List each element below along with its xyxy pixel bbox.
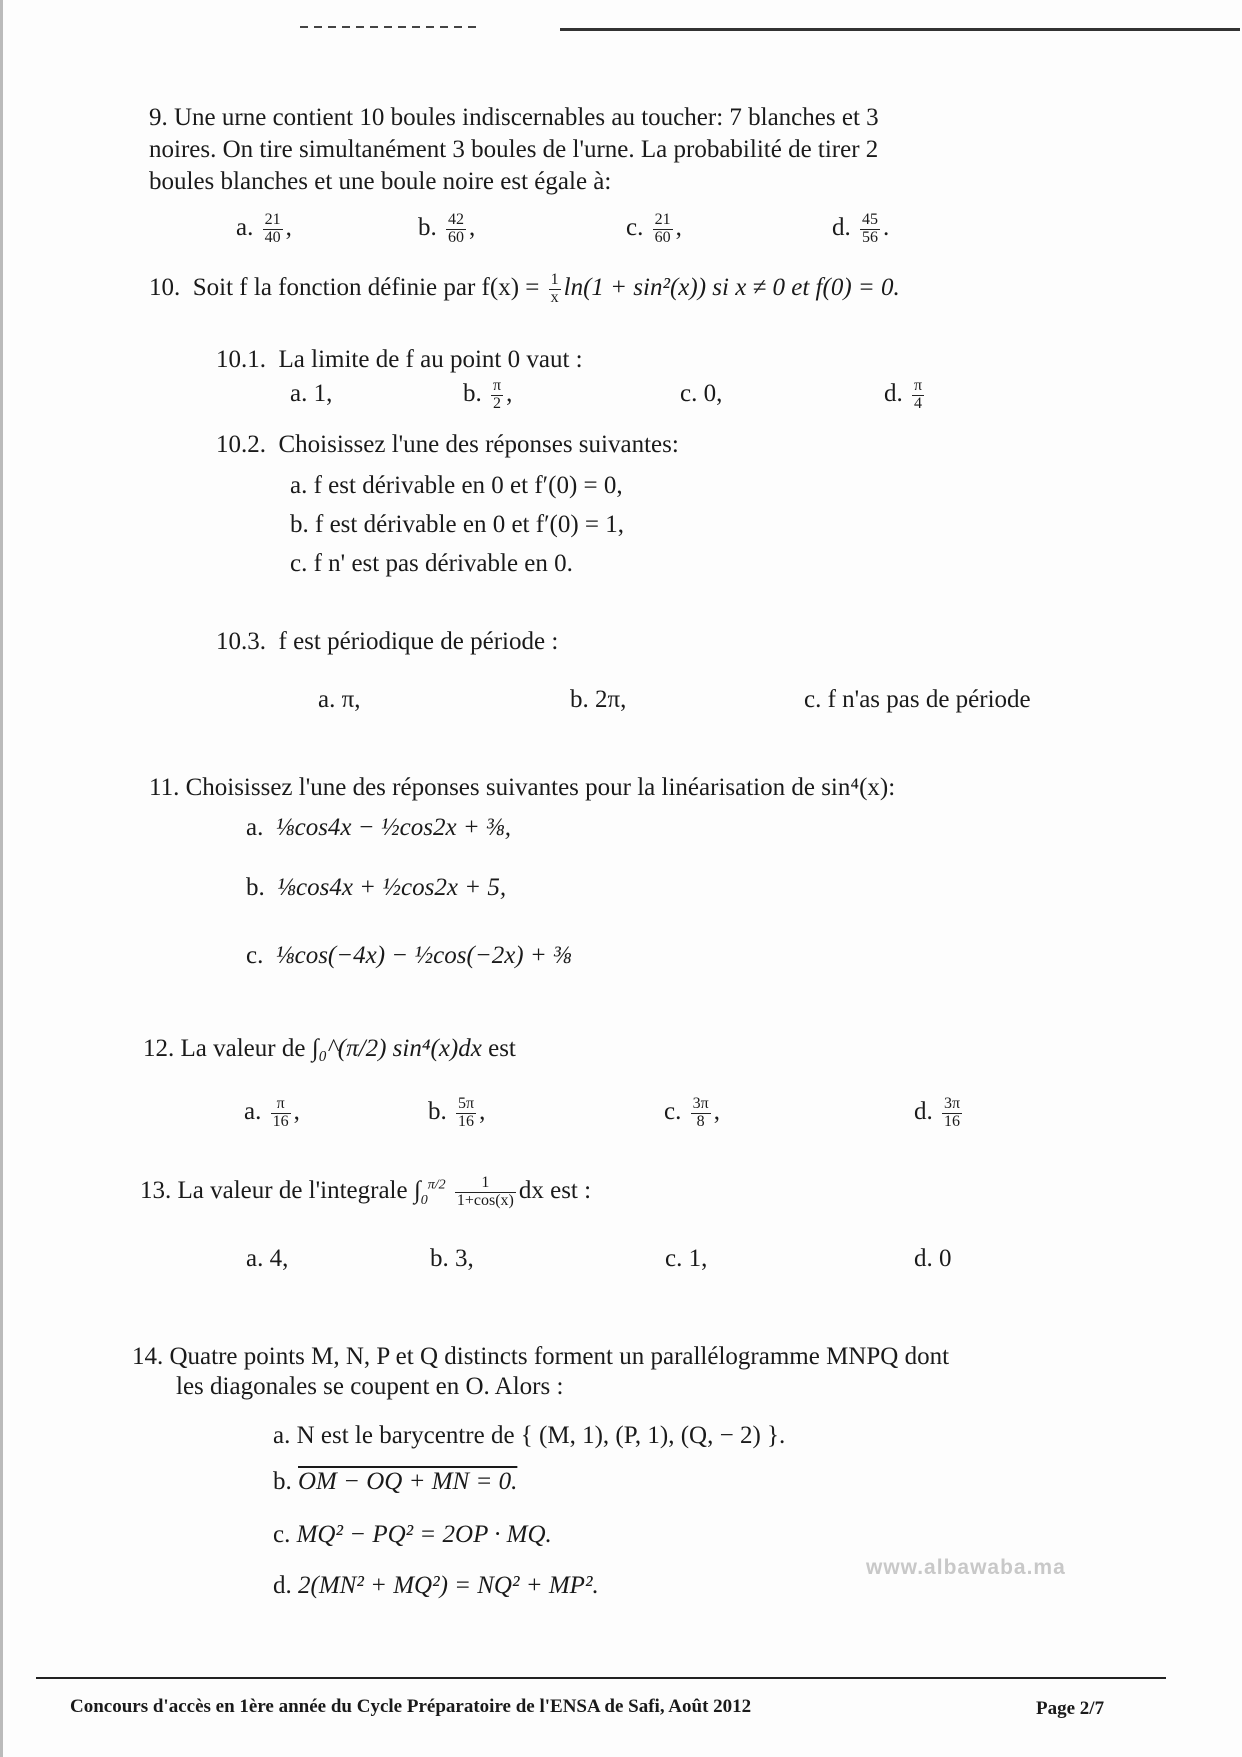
q12-option-a: a. $\frac{\pi}{16}$ , bbox=[244, 1095, 300, 1130]
q9-line2: noires. On tire simultanément 3 boules de l'urne. La probabilité de tirer 2 bbox=[149, 136, 879, 163]
q14-option-b: b. OM − OQ + MN = 0. bbox=[273, 1468, 518, 1495]
q9-option-c: c. $\frac{21}{60}$ , bbox=[626, 211, 682, 246]
q11-option-b: b. ⅛cos4x + ½cos2x + 5, bbox=[246, 874, 507, 901]
q13-text: 13. La valeur de l'integrale $\int_0^{\pi/2}$ $\frac{1}{1+\cos(x)}$ dx est : bbox=[140, 1174, 592, 1209]
q12-option-b: b. $\frac{5\pi}{16}$ , bbox=[428, 1095, 486, 1130]
q10-1-option-b: b. $\frac{\pi}{2}$ , bbox=[463, 377, 513, 412]
q10-1-text: 10.1. La limite de f au point 0 vaut : bbox=[216, 346, 583, 373]
q13-option-b: b. 3, bbox=[430, 1245, 474, 1272]
q10-1-option-d: d. $\frac{\pi}{4}$ bbox=[884, 377, 923, 412]
q9-option-a: a. $\frac{21}{40}$ , bbox=[236, 211, 292, 246]
q14-option-d: d. 2(MN² + MQ²) = NQ² + MP². bbox=[273, 1572, 599, 1599]
q10-1-option-a: a. 1, bbox=[290, 380, 333, 407]
q10-2-option-c: c. f n' est pas dérivable en 0. bbox=[290, 550, 573, 577]
q9-line3: boules blanches et une boule noire est égale à: bbox=[149, 168, 612, 195]
q9-option-d: d. $\frac{45}{56}$ . bbox=[832, 211, 890, 246]
q14-option-a: a. N est le barycentre de { (M, 1), (P, 1), (Q, − 2) }. bbox=[273, 1422, 786, 1449]
question-number: 9. bbox=[149, 104, 168, 131]
page-number: Page 2/7 bbox=[1036, 1698, 1105, 1719]
q10-3-option-a: a. π, bbox=[318, 686, 361, 713]
q14-line2: les diagonales se coupent en O. Alors : bbox=[176, 1373, 564, 1400]
scan-artifact-line bbox=[560, 28, 1240, 31]
watermark: www.albawaba.ma bbox=[866, 1556, 1066, 1579]
q11-option-a: a. ⅛cos4x − ½cos2x + ⅜, bbox=[246, 814, 511, 841]
q13-option-d: d. 0 bbox=[914, 1245, 952, 1272]
footer-text: Concours d'accès en 1ère année du Cycle Préparatoire de l'ENSA de Safi, Août 2012 bbox=[70, 1696, 752, 1717]
q10-3-text: 10.3. f est périodique de période : bbox=[216, 628, 559, 655]
q14-option-c: c. MQ² − PQ² = 2OP · MQ. bbox=[273, 1521, 552, 1548]
q13-option-c: c. 1, bbox=[665, 1245, 708, 1272]
q10-3-option-c: c. f n'as pas de période bbox=[804, 686, 1031, 713]
q12-option-d: d. $\frac{3\pi}{16}$ bbox=[914, 1095, 961, 1130]
q11-option-c: c. ⅛cos(−4x) − ½cos(−2x) + ⅜ bbox=[246, 942, 572, 969]
q12-option-c: c. $\frac{3\pi}{8}$ , bbox=[664, 1095, 720, 1130]
q13-option-a: a. 4, bbox=[246, 1245, 289, 1272]
q10-1-option-c: c. 0, bbox=[680, 380, 723, 407]
q12-text: 12. La valeur de ∫₀^(π/2) sin⁴(x)dx est bbox=[143, 1035, 516, 1062]
question-text: Une urne contient 10 boules indiscernables au toucher: 7 blanches et 3 bbox=[174, 104, 879, 131]
q9-option-b: b. $\frac{42}{60}$ , bbox=[418, 211, 476, 246]
q10-2-text: 10.2. Choisissez l'une des réponses suivantes: bbox=[216, 431, 679, 458]
q9-line1 bbox=[149, 104, 879, 132]
q14-line1: 14. Quatre points M, N, P et Q distincts forment un parallélogramme MNPQ dont bbox=[132, 1343, 950, 1370]
q10-2-option-a: a. f est dérivable en 0 et f′(0) = 0, bbox=[290, 472, 623, 499]
q11-text: 11. Choisissez l'une des réponses suivantes pour la linéarisation de sin⁴(x): bbox=[149, 774, 896, 801]
q10-statement: 10. Soit f la fonction définie par f(x) = $\frac{1}{x}$ ln(1 + sin²(x)) si x ≠ 0 et f(0) = 0. bbox=[149, 271, 900, 306]
q10-3-option-b: b. 2π, bbox=[570, 686, 627, 713]
footer-divider bbox=[36, 1677, 1166, 1679]
q10-2-option-b: b. f est dérivable en 0 et f′(0) = 1, bbox=[290, 511, 625, 538]
scan-artifact-line bbox=[300, 26, 480, 28]
scan-edge bbox=[0, 0, 3, 1757]
